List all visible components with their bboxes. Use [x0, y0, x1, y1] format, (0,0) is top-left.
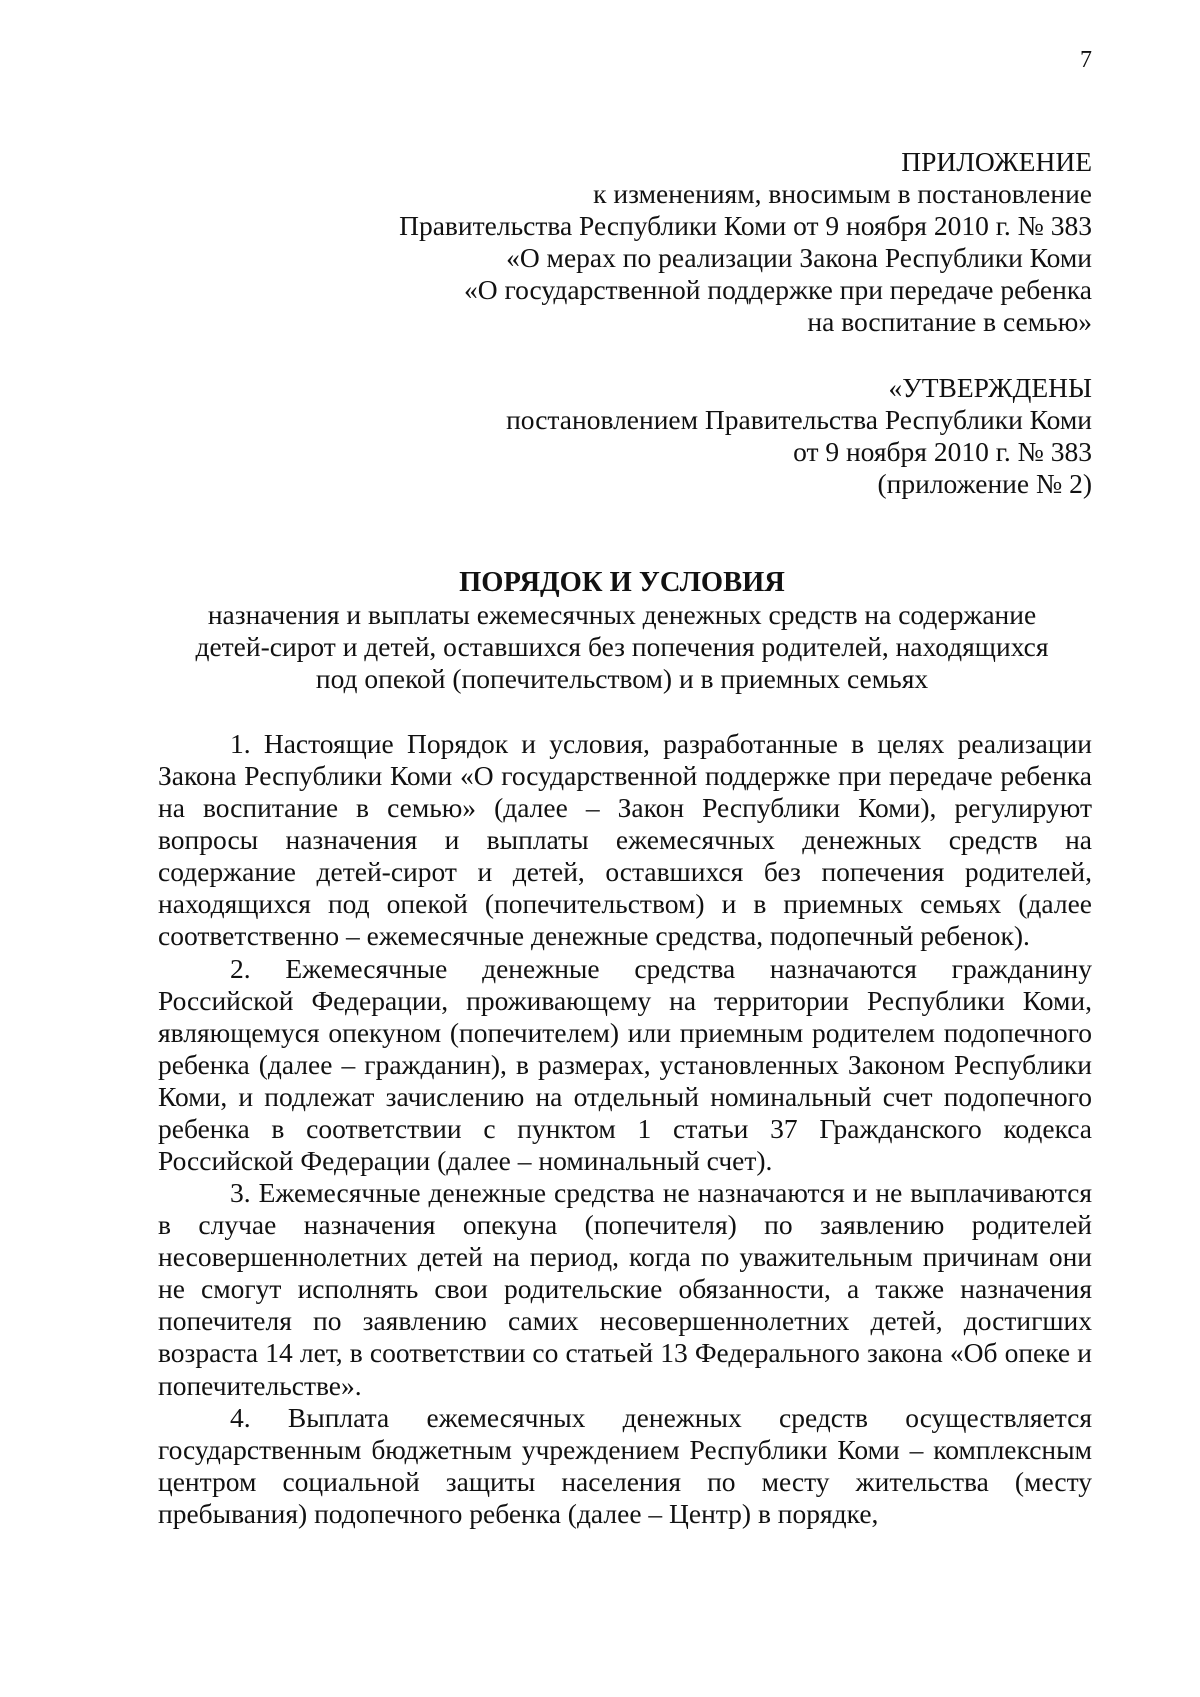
approval-line: от 9 ноября 2010 г. № 383 — [793, 436, 1092, 468]
appendix-line: «О государственной поддержке при передаче ребенка — [464, 274, 1092, 306]
paragraph-3: 3. Ежемесячные денежные средства не назначаются и не выплачиваются в случае назначения опекуна (попечителя) по заявлению родителей несовершеннолетних детей на период, когда по уважительным причинам они не смогут исполнять свои родительские обязанности, а также назначения попечителя по заявлению самих несовершеннолетних детей, достигших возраста 14 лет, в соответствии со статьей 13 Федерального закона «Об опеке и попечительстве». — [158, 1177, 1092, 1401]
document-subtitle-line: под опекой (попечительством) и в приемных семьях — [315, 663, 929, 695]
paragraph-1: 1. Настоящие Порядок и условия, разработанные в целях реализации Закона Республики Коми «О государственной поддержке при передаче ребенка на воспитание в семью» (далее – Закон Республики Коми), регулируют вопросы назначения и выплаты ежемесячных денежных средств на содержание детей-сирот и детей, оставшихся без попечения родителей, находящихся под опекой (попечительством) и в приемных семьях (далее соответственно – ежемесячные денежные средства, подопечный ребенок). — [158, 728, 1092, 952]
document-title: ПОРЯДОК И УСЛОВИЯ — [459, 567, 785, 598]
appendix-block — [280, 146, 1092, 338]
approval-line: «УТВЕРЖДЕНЫ — [888, 372, 1092, 403]
appendix-line: Правительства Республики Коми от 9 ноября 2010 г. № 383 — [399, 210, 1092, 242]
approval-line: (приложение № 2) — [877, 468, 1092, 500]
document-body — [158, 728, 1092, 1530]
document-subtitle-line: детей-сирот и детей, оставшихся без попечения родителей, находящихся — [195, 631, 1049, 663]
document-heading — [152, 566, 1092, 695]
paragraph-4: 4. Выплата ежемесячных денежных средств осуществляется государственным бюджетным учреждением Республики Коми – комплексным центром социальной защиты населения по месту жительства (месту пребывания) подопечного ребенка (далее – Центр) в порядке, — [158, 1401, 1092, 1529]
appendix-line: «О мерах по реализации Закона Республики Коми — [506, 242, 1092, 274]
approval-block — [280, 372, 1092, 500]
appendix-line: на воспитание в семью» — [807, 306, 1092, 338]
document-subtitle-line: назначения и выплаты ежемесячных денежных средств на содержание — [207, 599, 1037, 631]
page-number: 7 — [1080, 47, 1092, 73]
approval-line: постановлением Правительства Республики Коми — [506, 404, 1092, 436]
paragraph-2: 2. Ежемесячные денежные средства назначаются гражданину Российской Федерации, проживающему на территории Республики Коми, являющемуся опекуном (попечителем) или приемным родителем подопечного ребенка (далее – гражданин), в размерах, установленных Законом Республики Коми, и подлежат зачислению на отдельный номинальный счет подопечного ребенка в соответствии с пунктом 1 статьи 37 Гражданского кодекса Российской Федерации (далее – номинальный счет). — [158, 952, 1092, 1177]
appendix-line: к изменениям, вносимым в постановление — [593, 178, 1092, 210]
appendix-line: ПРИЛОЖЕНИЕ — [901, 146, 1092, 177]
